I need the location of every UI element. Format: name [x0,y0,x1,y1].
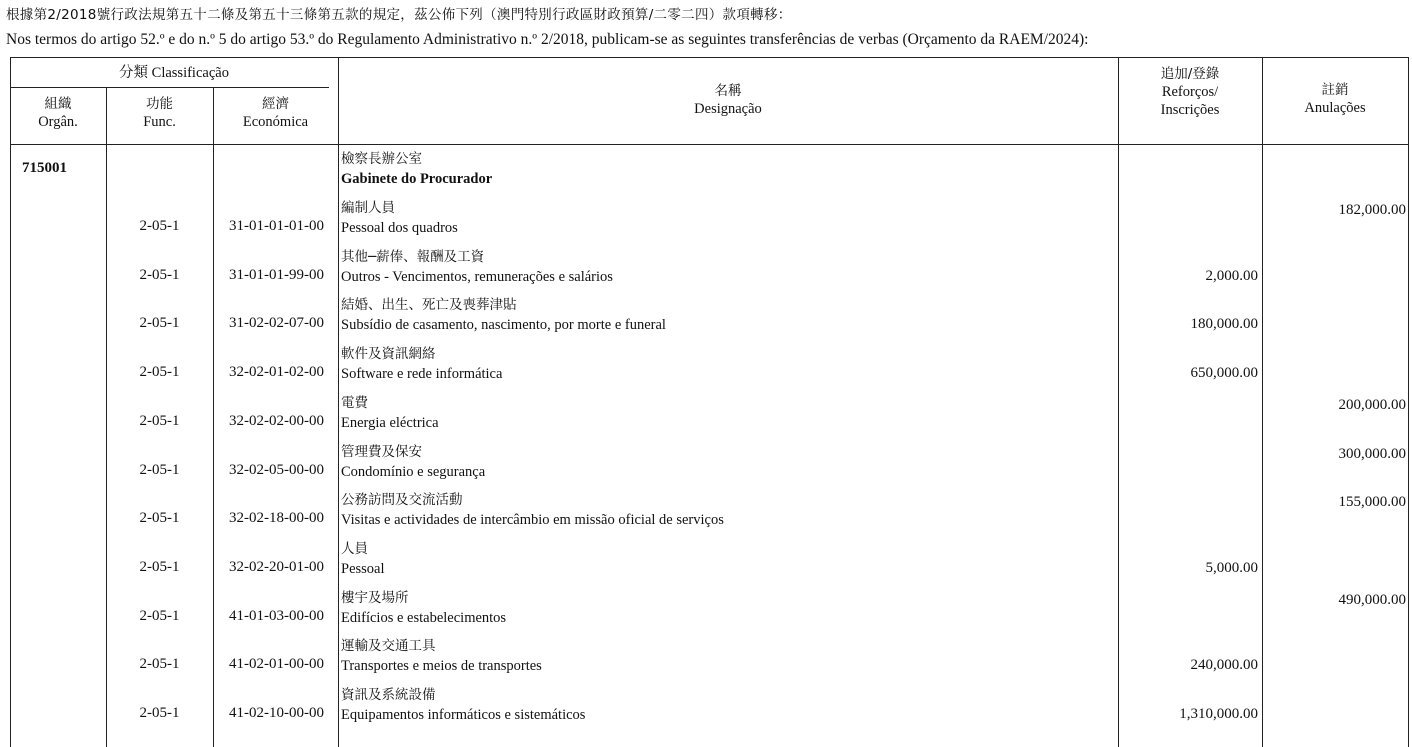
reinforcement-amount: 650,000.00 [1190,365,1258,381]
function-code: 2-05-1 [139,510,180,526]
designation-portuguese: Subsídio de casamento, nascimento, por morte e funeral [341,317,666,333]
economic-code: 32-02-20-01-00 [229,559,324,575]
designation-portuguese: Outros - Vencimentos, remunerações e salários [341,269,613,285]
designation-chinese: 結婚、出生、死亡及喪葬津貼 [341,297,517,313]
function-code: 2-05-1 [139,608,180,624]
designation-portuguese: Energia eléctrica [341,415,439,431]
reinforcement-amount: 240,000.00 [1190,657,1258,673]
function-code: 2-05-1 [139,218,180,234]
function-code: 2-05-1 [139,705,180,721]
economic-code: 31-01-01-01-00 [229,218,324,234]
designation-chinese: 人員 [341,541,368,557]
function-code: 2-05-1 [139,364,180,380]
organ-designation: 檢察長辦公室 Gabinete do Procurador [341,151,493,187]
row-designation [341,198,458,238]
header-function: 功能 Func. [143,96,176,130]
header-classification: 分類 Classificação [119,65,229,81]
row-designation [341,685,585,725]
designation-portuguese: Condomínio e segurança [341,464,486,480]
designation-portuguese: Visitas e actividades de intercâmbio em missão oficial de serviços [341,512,724,528]
row-designation [341,636,542,676]
economic-code: 41-02-10-00-00 [229,705,324,721]
economic-code: 31-01-01-99-00 [229,267,324,283]
header-cancellations: 註銷 Anulações [1304,82,1366,116]
cancellation-amount: 490,000.00 [1338,592,1406,608]
designation-portuguese: Pessoal [341,561,385,577]
economic-code: 41-01-03-00-00 [229,608,324,624]
function-code: 2-05-1 [139,413,180,429]
function-code: 2-05-1 [139,267,180,283]
designation-portuguese: Equipamentos informáticos e sistemáticos [341,707,586,723]
row-designation [341,393,439,433]
header-economic: 經濟 Económica [242,96,309,130]
reinforcement-amount: 180,000.00 [1190,316,1258,332]
reinforcement-amount: 5,000.00 [1205,560,1258,576]
cancellation-amount: 200,000.00 [1338,397,1406,413]
row-designation [341,344,502,384]
designation-portuguese: Pessoal dos quadros [341,220,458,236]
row-designation [341,588,506,628]
economic-code: 32-02-01-02-00 [229,364,324,380]
designation-chinese: 軟件及資訊網絡 [341,346,436,362]
designation-portuguese: Software e rede informática [341,366,503,382]
organ-code: 715001 [22,160,67,176]
row-designation [341,539,385,579]
cancellation-amount: 300,000.00 [1338,446,1406,462]
function-code: 2-05-1 [139,656,180,672]
function-code: 2-05-1 [139,559,180,575]
economic-code: 32-02-02-00-00 [229,413,324,429]
cancellation-amount: 182,000.00 [1338,202,1406,218]
designation-chinese: 運輸及交通工具 [341,638,436,654]
designation-chinese: 管理費及保安 [341,444,422,460]
function-code: 2-05-1 [139,462,180,478]
row-designation [341,247,613,287]
reinforcement-amount: 2,000.00 [1205,268,1258,284]
header-reinforcements: 追加/登錄 Reforços/ Inscrições [1160,66,1220,118]
transfer-table [10,57,1408,747]
row-designation [341,490,724,530]
designation-chinese: 其他─薪俸、報酬及工資 [341,249,485,265]
economic-code: 41-02-01-00-00 [229,656,324,672]
designation-chinese: 電費 [341,395,368,411]
cancellation-amount: 155,000.00 [1338,494,1406,510]
economic-code: 31-02-02-07-00 [229,315,324,331]
designation-chinese: 資訊及系統設備 [341,687,436,703]
economic-code: 32-02-18-00-00 [229,510,324,526]
header-organ: 組織 Orgân. [38,96,78,130]
reinforcement-amount: 1,310,000.00 [1179,706,1258,722]
row-designation [341,442,485,482]
designation-chinese: 公務訪問及交流活動 [341,492,463,508]
designation-chinese: 編制人員 [341,200,395,216]
economic-code: 32-02-05-00-00 [229,462,324,478]
header-designation: 名稱 Designação [694,83,762,117]
designation-portuguese: Edifícios e estabelecimentos [341,610,507,626]
designation-portuguese: Transportes e meios de transportes [341,658,542,674]
function-code: 2-05-1 [139,315,180,331]
row-designation [341,295,666,335]
intro-chinese: 根據第2/2018號行政法規第五十二條及第五十三條第五款的規定，茲公佈下列（澳門特別行政區財政預算/二零二四）款項轉移： [6,7,792,23]
designation-chinese: 樓宇及場所 [341,590,409,606]
intro-portuguese: Nos termos do artigo 52.º e do n.º 5 do artigo 53.º do Regulamento Administrativo n.º 2/2018, publicam-se as seguintes transferências de verbas (Orçamento da RAEM/2024): [6,31,1089,48]
